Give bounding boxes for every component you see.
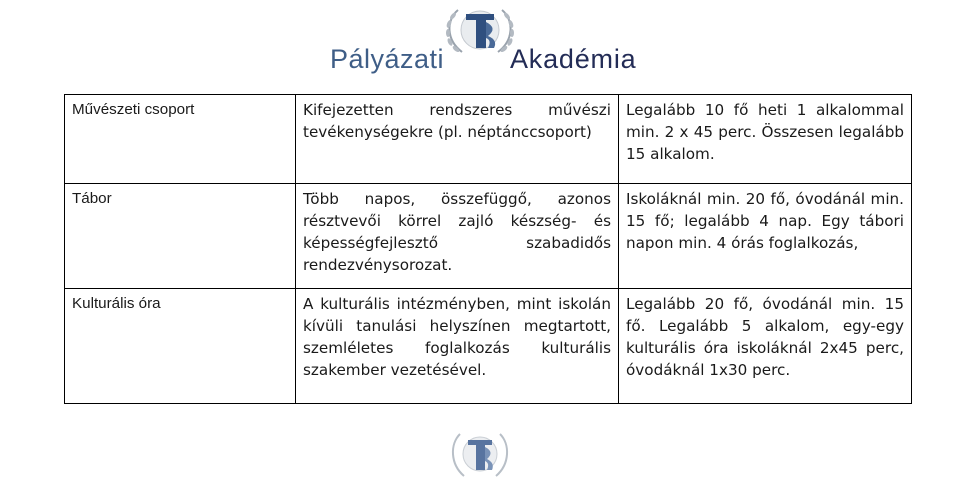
footer-logo-icon xyxy=(442,426,518,482)
program-table xyxy=(64,94,912,404)
table-row xyxy=(65,95,912,184)
program-requirement-cell: Legalább 20 fő, óvodánál min. 15 fő. Legalább 5 alkalom, egy-egy kulturális óra iskoláknál 2x45 perc, óvodáknál 1x30 perc. xyxy=(619,289,912,404)
table-row xyxy=(65,184,912,289)
header xyxy=(0,0,960,78)
brand-left-text: Pályázati xyxy=(329,44,444,74)
program-requirement-cell: Iskoláknál min. 20 fő, óvodánál min. 15 fő; legalább 4 nap. Egy tábori napon min. 4 órás foglalkozás, xyxy=(619,184,912,289)
program-requirement-cell: Legalább 10 fő heti 1 alkalommal min. 2 x 45 perc. Összesen legalább 15 alkalom. xyxy=(619,95,912,184)
program-name-cell: Kulturális óra xyxy=(65,289,296,404)
table-row xyxy=(65,289,912,404)
program-name-cell: Művészeti csoport xyxy=(65,95,296,184)
brand-right-text: Akadémia xyxy=(510,44,637,74)
program-name-cell: Tábor xyxy=(65,184,296,289)
program-description-cell: A kulturális intézményben, mint iskolán kívüli tanulási helyszínen megtartott, szemléletes foglalkozás kulturális szakember vezetésével. xyxy=(296,289,619,404)
program-description-cell: Kifejezetten rendszeres művészi tevékenységekre (pl. néptánccsoport) xyxy=(296,95,619,184)
program-description-cell: Több napos, összefüggő, azonos résztvevői körrel zajló készség- és képességfejlesztő szabadidős rendezvénysorozat. xyxy=(296,184,619,289)
